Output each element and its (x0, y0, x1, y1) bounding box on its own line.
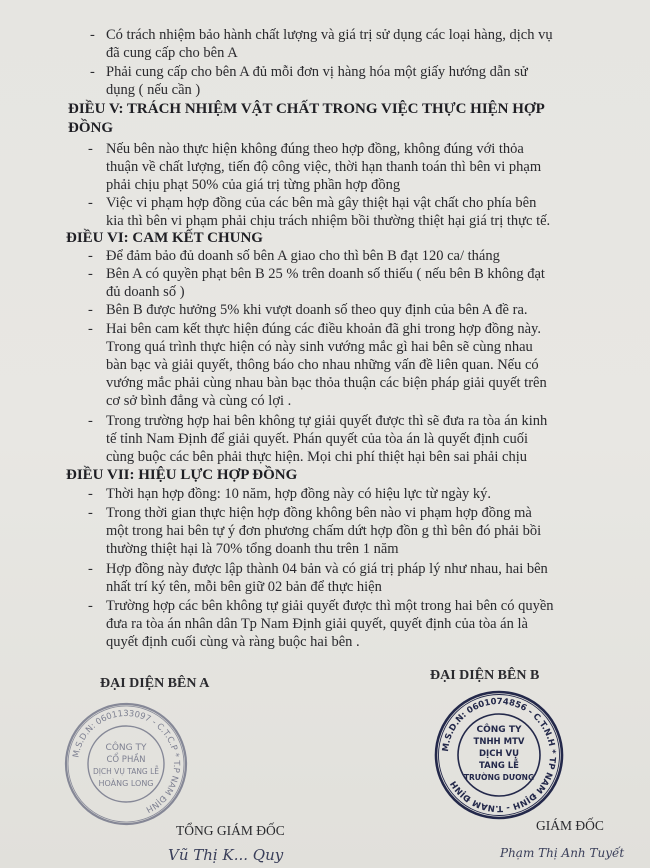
bullet-dash: - (88, 505, 93, 521)
stamp-b-line: TNHH MTV (473, 737, 525, 747)
text-line: Trong trường hợp hai bên không tự giải quyết được thì sẽ đưa ra tòa án kinh (106, 413, 548, 429)
stamp-b-line: TANG LỄ (479, 761, 519, 771)
text-line: tế tỉnh Nam Định để giải quyết. Phán quyết của tòa án là quyết định cuối (106, 431, 529, 447)
text-line: bàn bạc và giải quyết, thông báo cho nhau những vấn đề liên quan. Nếu có (106, 357, 539, 373)
stamp-b-ring-text: M.S.D.N: 0601074856 - C.T.N.H * TP NAM ĐỊNH - T.NAM ĐỊNH (440, 696, 558, 814)
bullet-dash: - (88, 486, 93, 502)
text-line: Hai bên cam kết thực hiện đúng các điều khoản đã ghi trong hợp đồng này. (106, 321, 541, 337)
text-line: Việc vi phạm hợp đồng của các bên mà gây thiệt hại vật chất cho phía bên (106, 195, 537, 211)
text-line: Thời hạn hợp đồng: 10 năm, hợp đồng này có hiệu lực từ ngày ký. (106, 486, 492, 502)
stamp-a-line: HOÀNG LONG (98, 779, 154, 788)
company-a-stamp (62, 700, 190, 828)
article-5-heading: ĐIỀU V: TRÁCH NHIỆM VẬT CHẤT TRONG VIỆC THỰC HIỆN HỢP (68, 101, 545, 117)
text-line: Trong quá trình thực hiện có này sinh vướng mắc gì hai bên sẽ cùng nhau (106, 339, 533, 355)
bullet-dash: - (88, 195, 93, 211)
party-b-role: GIÁM ĐỐC (536, 818, 604, 833)
text-line: thuận về chất lượng, tiến độ công việc, thời hạn thanh toán thì bên vi phạm (106, 159, 542, 175)
bullet-dash: - (88, 266, 93, 282)
company-b-stamp (432, 688, 566, 822)
text-line: Bên A có quyền phạt bên B 25 % trên doanh số thiếu ( nếu bên B không đạt (106, 266, 545, 282)
text-line: vướng mắc phải cùng nhau bàn bạc thỏa thuận các biện pháp giải quyết trên (106, 375, 547, 391)
party-a-role: TỔNG GIÁM ĐỐC (176, 823, 285, 838)
stamp-a-ring-text: M.S.D.N: 0601133097 - C.T.C.P * T.P NAM ĐỊNH (71, 708, 182, 815)
article-6-heading: ĐIỀU VI: CAM KẾT CHUNG (66, 230, 263, 246)
text-line: phải chịu phạt 50% của giá trị từng phần hợp đồng (106, 177, 401, 193)
bullet-dash: - (88, 561, 93, 577)
text-line: Phải cung cấp cho bên A đủ mỗi đơn vị hàng hóa một giấy hướng dẫn sử (106, 64, 528, 80)
stamp-b-line: CÔNG TY (476, 725, 522, 735)
article-7-heading: ĐIỀU VII: HIỆU LỰC HỢP ĐỒNG (66, 467, 298, 483)
bullet-dash: - (88, 302, 93, 318)
text-line: một trong hai bên tự ý đơn phương chấm dứt hợp đồn g thì bên đó phải bồi (106, 523, 542, 539)
text-line: Nếu bên nào thực hiện không đúng theo hợp đồng, không đúng với thỏa (106, 141, 524, 157)
party-b-signature: Phạm Thị Anh Tuyết (500, 846, 625, 860)
text-line: quyết định cuối cùng và ràng buộc hai bên . (106, 634, 360, 650)
text-line: dụng ( nếu cần ) (106, 82, 201, 98)
bullet-dash: - (88, 321, 93, 337)
bullet-dash: - (88, 413, 93, 429)
bullet-dash: - (88, 598, 93, 614)
party-a-title: ĐẠI DIỆN BÊN A (100, 676, 210, 691)
text-line: thường thiệt hại là 70% tổng doanh thu trên 1 năm (106, 541, 399, 557)
text-line: cơ sở bình đẳng và cùng có lợi . (106, 393, 292, 409)
text-line: Trường hợp các bên không tự giải quyết được thì một trong hai bên có quyền (106, 598, 554, 614)
text-line: Bên B được hưởng 5% khi vượt doanh số theo quy định của bên A đề ra. (106, 302, 528, 318)
party-b-title: ĐẠI DIỆN BÊN B (430, 668, 540, 683)
bullet-dash: - (88, 248, 93, 264)
bullet-dash: - (88, 141, 93, 157)
text-line: đã cung cấp cho bên A (106, 45, 238, 61)
article-5-heading-cont: ĐỒNG (68, 120, 113, 136)
text-line: Hợp đồng này được lập thành 04 bản và có giá trị pháp lý như nhau, hai bên (106, 561, 548, 577)
stamp-b-line: DỊCH VỤ (478, 749, 520, 759)
stamp-b-line: TRƯỜNG DƯƠNG (463, 773, 535, 782)
stamp-a-line: CỔ PHẦN (106, 755, 146, 765)
text-line: Có trách nhiệm bảo hành chất lượng và giá trị sử dụng các loại hàng, dịch vụ (106, 27, 553, 43)
text-line: đủ doanh số ) (106, 284, 185, 300)
stamp-a-line: CÔNG TY (105, 743, 147, 753)
text-line: đưa ra tòa án nhân dân Tp Nam Định giải quyết, quyết định của tòa án là (106, 616, 528, 632)
text-line: Trong thời gian thực hiện hợp đồng không bên nào vi phạm hợp đồng mà (106, 505, 532, 521)
bullet-dash: - (90, 64, 95, 80)
stamp-a-line: DỊCH VỤ TANG LỄ (92, 767, 160, 776)
text-line: cùng buộc các bên phải thực hiện. Mọi chi phí thiệt hại bên sai phải chịu (106, 449, 527, 465)
text-line: Để đảm bảo đủ doanh số bên A giao cho thì bên B đạt 120 ca/ tháng (106, 248, 500, 264)
text-line: nhất trí ký tên, mỗi bên giữ 02 bản để thực hiện (106, 579, 382, 595)
bullet-dash: - (90, 27, 95, 43)
text-line: kia thì bên vi phạm phải chịu trách nhiệm bồi thường thiệt hại giá trị thực tế. (106, 213, 551, 229)
party-a-signature: Vũ Thị K... Quy (168, 846, 284, 864)
